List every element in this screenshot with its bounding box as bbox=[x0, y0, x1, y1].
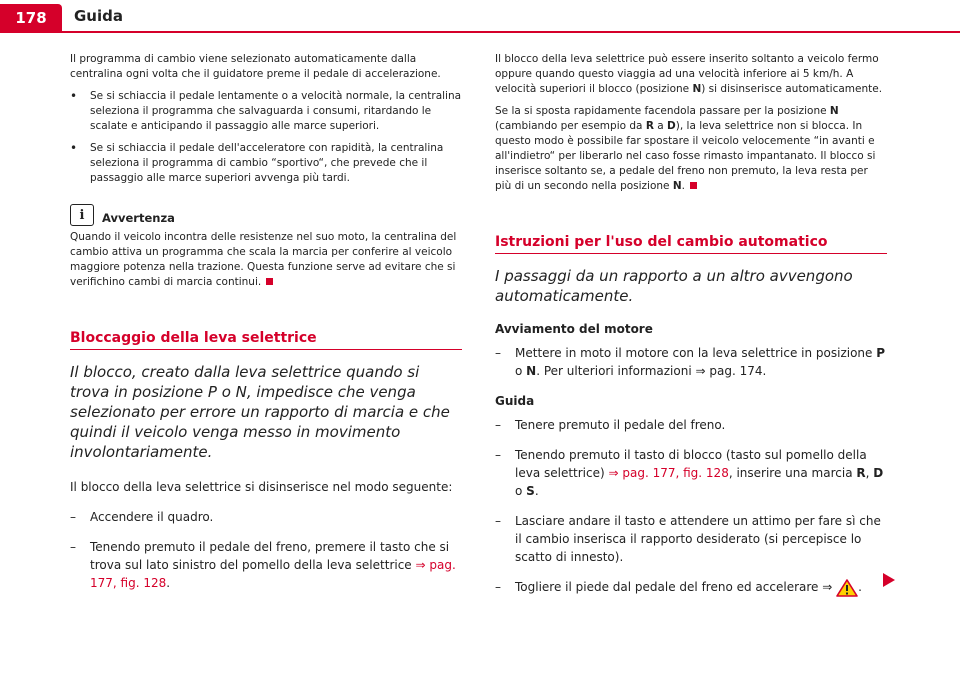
text: ), la leva selettrice non si blocca. In questo modo è possibile far spostare il veicolo velocemente “in avanti e all'indietro“ per liberarlo nel caso fosse rimasto impantanato. Il blocco si inserisce soltanto se, a pedale del freno non premuto, la leva resta per più di un secondo nella posizione bbox=[495, 120, 876, 192]
dash-marker: – bbox=[70, 510, 76, 524]
dash-marker: – bbox=[495, 448, 501, 462]
text: . bbox=[534, 484, 539, 498]
dash-marker: – bbox=[495, 514, 501, 528]
text: Il blocco della leva selettrice può essere inserito soltanto a veicolo fermo oppure quando questo viaggia ad una velocità inferiore ai 5 km/h. A velocità superiori il blocco (posizione bbox=[495, 53, 879, 95]
gear-letter: D bbox=[667, 120, 676, 132]
gear-letter: R bbox=[645, 120, 654, 132]
subheading: Avviamento del motore bbox=[495, 322, 653, 336]
note-body: Quando il veicolo incontra delle resistenze nel suo moto, la centralina del cambio attiva un programma che scala la marcia per conferire al veicolo maggiore potenza nella trazione. Questa funzione serve ad evitare che si verifichino cambi di marcia continui. bbox=[70, 231, 457, 288]
gear-letter: N bbox=[692, 83, 702, 95]
punctuation: . bbox=[858, 580, 862, 594]
note-title: Avvertenza bbox=[102, 211, 175, 225]
next-page-arrow-icon[interactable] bbox=[883, 573, 895, 587]
left-column bbox=[70, 52, 462, 604]
step-text: Lasciare andare il tasto e attendere un attimo per fare sì che il cambio inserisca il rapporto desiderato (si percepisce lo scatto di innesto). bbox=[515, 514, 881, 564]
end-mark-icon bbox=[266, 278, 273, 285]
paragraph: Il programma di cambio viene selezionato automaticamente dalla centralina ogni volta che il guidatore preme il pedale di accelerazione. bbox=[70, 53, 441, 80]
note-text bbox=[70, 230, 462, 290]
dash-marker: – bbox=[70, 540, 76, 554]
punctuation: . bbox=[166, 576, 171, 590]
bullet-dot: • bbox=[70, 141, 78, 155]
step-item bbox=[495, 416, 887, 434]
gear-letter: D bbox=[873, 466, 884, 480]
chapter-title: Guida bbox=[74, 7, 123, 25]
section-intro: Il blocco, creato dalla leva selettrice quando si trova in posizione P o N, impedisce che venga selezionato per errore un rapporto di marcia e che quindi il veicolo venga messo in movimento involontariamente. bbox=[70, 363, 450, 461]
gear-letter: R bbox=[856, 466, 866, 480]
step-text: Tenendo premuto il pedale del freno, premere il tasto che si trova sul lato sinistro del pomello della leva selettrice bbox=[90, 540, 450, 572]
header-divider bbox=[0, 31, 960, 33]
text: , inserire una marcia bbox=[728, 466, 857, 480]
text: . Per ulteriori informazioni ⇒ pag. 174. bbox=[536, 364, 767, 378]
paragraph bbox=[495, 104, 887, 194]
gear-letter: N bbox=[672, 180, 682, 192]
paragraph bbox=[495, 52, 887, 97]
page-number: 178 bbox=[0, 4, 62, 32]
step-item bbox=[495, 512, 887, 566]
gear-letter: P bbox=[876, 346, 886, 360]
step-item bbox=[495, 446, 887, 500]
section-intro: I passaggi da un rapporto a un altro avvengono automaticamente. bbox=[495, 267, 853, 305]
text: Mettere in moto il motore con la leva selettrice in posizione bbox=[515, 346, 877, 360]
dash-marker: – bbox=[495, 580, 501, 594]
step-text: Tenere premuto il pedale del freno. bbox=[515, 418, 726, 432]
right-column bbox=[495, 52, 887, 609]
text: Se la si sposta rapidamente facendola passare per la posizione bbox=[495, 105, 830, 117]
text: o bbox=[515, 484, 527, 498]
info-icon: i bbox=[70, 204, 94, 226]
dash-marker: – bbox=[495, 418, 501, 432]
warning-icon[interactable] bbox=[836, 579, 858, 597]
bullet-text: Se si schiaccia il pedale lentamente o a velocità normale, la centralina seleziona il programma che salvaguarda i consumi, ritardando le scalate e anticipando il passaggio alle marce superiori. bbox=[90, 90, 462, 132]
text: (cambiando per esempio da bbox=[495, 120, 646, 132]
bullet-text: Se si schiaccia il pedale dell'acceleratore con rapidità, la centralina seleziona il programma di cambio “sportivo“, che prevede che il passaggio alle marce superiori avvenga più tardi. bbox=[90, 142, 444, 184]
step-item bbox=[70, 508, 462, 526]
step-text: Accendere il quadro. bbox=[90, 510, 214, 524]
page-header bbox=[0, 0, 960, 32]
bullet-dot: • bbox=[70, 89, 78, 103]
text: . bbox=[681, 180, 685, 192]
gear-letter: N bbox=[526, 364, 537, 378]
bullet-item bbox=[70, 89, 462, 134]
text: ) si disinserisce automaticamente. bbox=[701, 83, 883, 95]
end-mark-icon bbox=[690, 182, 697, 189]
gear-letter: S bbox=[526, 484, 535, 498]
step-item bbox=[495, 344, 887, 380]
text: a bbox=[653, 120, 668, 132]
subheading: Guida bbox=[495, 394, 535, 408]
step-item bbox=[70, 538, 462, 592]
page-reference-link[interactable]: ⇒ pag. 177, fig. 128 bbox=[608, 466, 729, 480]
dash-marker: – bbox=[495, 346, 501, 360]
note-header bbox=[70, 204, 462, 226]
text: o bbox=[515, 364, 527, 378]
section-title: Istruzioni per l'uso del cambio automatico bbox=[495, 234, 887, 254]
step-text: Togliere il piede dal pedale del freno ed accelerare ⇒ bbox=[515, 580, 833, 594]
step-item bbox=[495, 578, 887, 597]
gear-letter: N bbox=[829, 105, 839, 117]
bullet-item bbox=[70, 141, 462, 186]
paragraph: Il blocco della leva selettrice si disinserisce nel modo seguente: bbox=[70, 480, 453, 494]
page-reference-link[interactable]: ⇒ pag. 177, fig. 128 bbox=[90, 558, 456, 590]
section-title: Bloccaggio della leva selettrice bbox=[70, 330, 462, 350]
text: , bbox=[865, 466, 874, 480]
text: Tenendo premuto il tasto di blocco (tasto sul pomello della leva selettrice) bbox=[515, 448, 867, 480]
